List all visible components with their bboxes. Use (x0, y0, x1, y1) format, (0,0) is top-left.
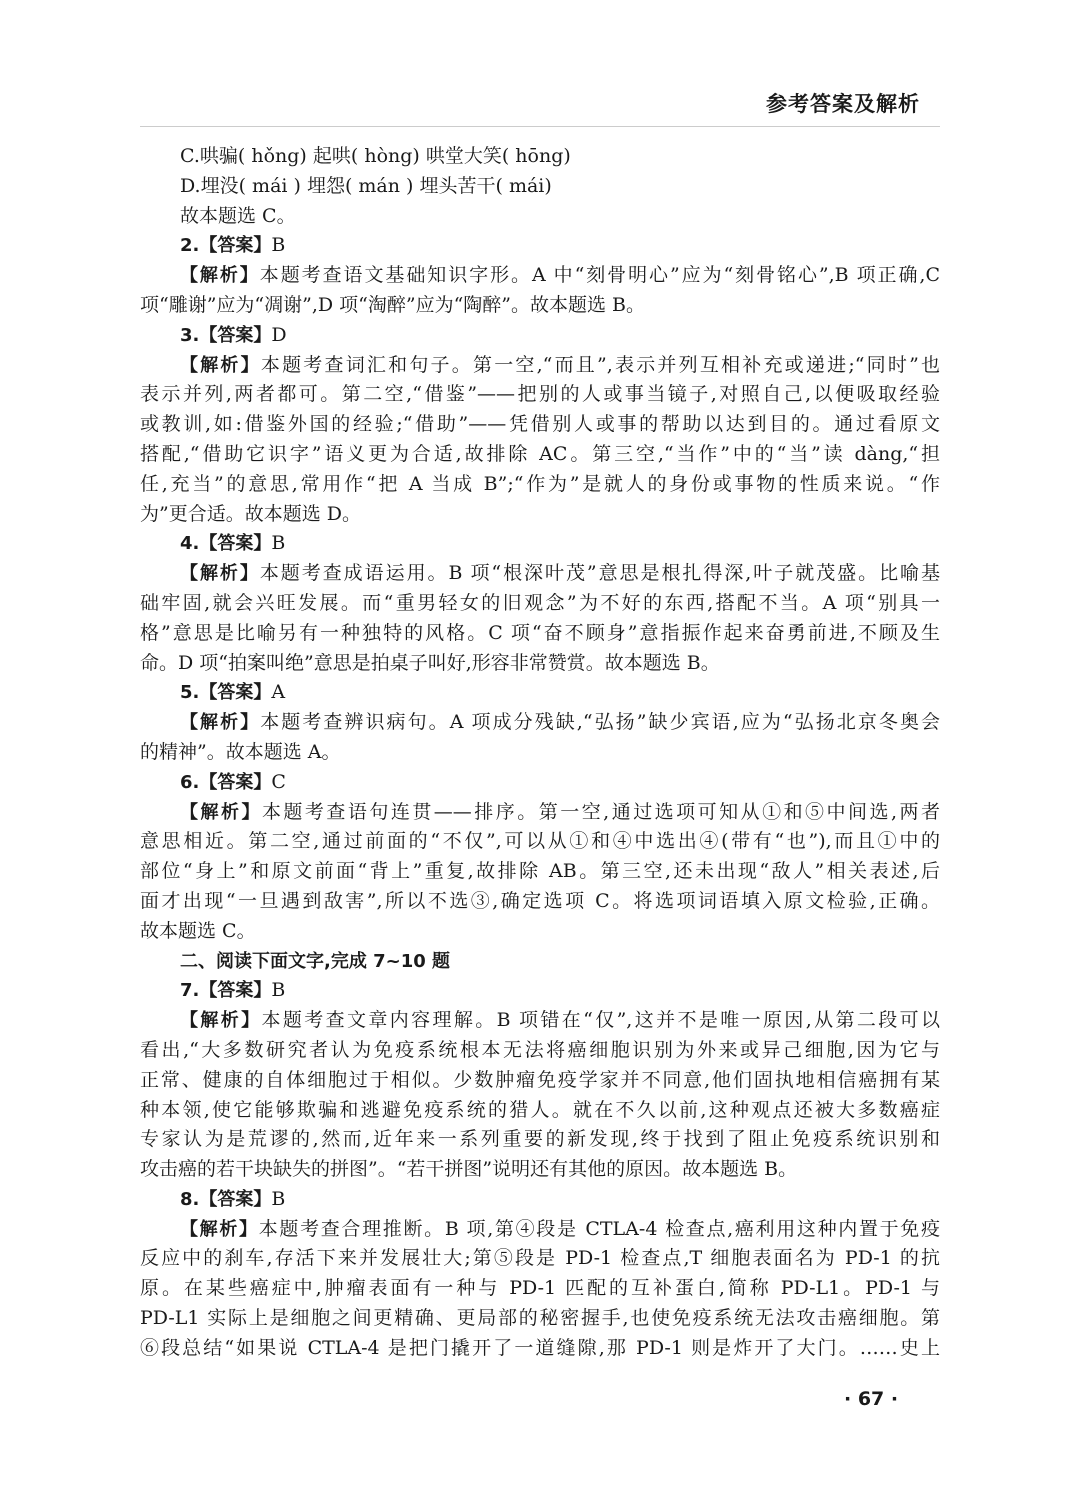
answer-marker: 5.【答案】 (180, 682, 272, 704)
answer-marker: 【解析】 (180, 801, 262, 823)
text-line (140, 1155, 940, 1185)
answer-marker: 6.【答案】 (180, 771, 272, 793)
line-text: 项“雕谢”应为“凋谢”,D 项“淘醉”应为“陶醉”。故本题选 B。 (140, 293, 646, 316)
line-text: 任,充当”的意思,常用作“把 A 当成 B”;“作为”是就人的身份或事物的性质来说。“作 (140, 472, 940, 495)
line-text: 本题考查语句连贯——排序。第一空,通过选项可知从①和⑤中间选,两者 (261, 800, 940, 823)
text-line (140, 470, 940, 500)
answer-marker: 【解析】 (180, 265, 260, 287)
line-text: B (271, 532, 286, 555)
line-text: C.哄骗( hǒng) 起哄( hòng) 哄堂大笑( hōng) (180, 145, 571, 167)
answer-marker: 【解析】 (180, 563, 260, 585)
line-text: 意思相近。第二空,通过前面的“不仅”,可以从①和④中选出④(带有“也”),而且①中的 (140, 830, 940, 853)
line-text: 种本领,使它能够欺骗和逃避免疫系统的猎人。就在不久以前,这种观点还被大多数癌症 (140, 1098, 940, 1121)
line-text: C (271, 770, 286, 793)
text-line (140, 887, 940, 917)
text-line (140, 1006, 940, 1036)
line-text: B (271, 979, 286, 1002)
text-line (140, 351, 940, 381)
text-line (140, 172, 940, 202)
text-line (140, 1274, 940, 1304)
line-text: 攻击癌的若干块缺失的拼图”。“若干拼图”说明还有其他的原因。故本题选 B。 (140, 1158, 798, 1181)
text-line (140, 380, 940, 410)
line-text: 为”更合适。故本题选 D。 (140, 502, 361, 525)
line-text: 本题考查文章内容理解。B 项错在“仅”,这并不是唯一原因,从第二段可以 (261, 1009, 940, 1032)
line-text: 本题考查辨识病句。A 项成分残缺,“弘扬”缺少宾语,应为“弘扬北京冬奥会 (260, 711, 940, 734)
text-line (140, 500, 940, 530)
line-text: 表示并列,两者都可。第二空,“借鉴”——把别的人或事当镜子,对照自己,以便吸取经验 (140, 383, 940, 406)
text-line (140, 947, 940, 977)
answer-marker: 【解析】 (180, 1218, 259, 1240)
answer-marker: 【解析】 (180, 1010, 262, 1032)
line-text: 部位“身上”和原文前面“背上”重复,故排除 AB。第三空,还未出现“敌人”相关表述,后 (140, 860, 940, 883)
page-number: · 67 · (844, 1388, 899, 1410)
text-line (140, 768, 940, 798)
text-line (140, 857, 940, 887)
answer-marker: 8.【答案】 (180, 1188, 272, 1210)
text-line (140, 708, 940, 738)
answer-marker: 二、阅读下面文字,完成 7~10 题 (180, 950, 451, 972)
line-text: 专家认为是荒谬的,然而,近年来一系列重要的新发现,终于找到了阻止免疫系统识别和 (140, 1128, 940, 1151)
line-text: D (271, 323, 287, 346)
text-line (140, 1066, 940, 1096)
line-text: 命。D 项“拍案叫绝”意思是拍桌子叫好,形容非常赞赏。故本题选 B。 (140, 651, 720, 674)
line-text: B (271, 234, 286, 257)
line-text: 故本题选 C。 (140, 919, 256, 942)
text-line (140, 1244, 940, 1274)
text-line (140, 291, 940, 321)
text-line (140, 142, 940, 172)
text-line (140, 410, 940, 440)
line-text: 本题考查合理推断。B 项,第④段是 CTLA-4 检查点,癌利用这种内置于免疫 (258, 1217, 940, 1240)
text-line (140, 1304, 940, 1334)
page-header-title: 参考答案及解析 (766, 92, 920, 116)
line-text: 反应中的刹车,存活下来并发展壮大;第⑤段是 PD-1 检查点,T 细胞表面名为 PD-1 的抗 (140, 1247, 940, 1270)
answer-marker: 【解析】 (180, 712, 261, 734)
text-line (140, 738, 940, 768)
line-text: PD-L1 实际上是细胞之间更精确、更局部的秘密握手,也使免疫系统无法攻击癌细胞。第 (140, 1307, 940, 1330)
text-line (140, 1334, 940, 1364)
line-text: 础牢固,就会兴旺发展。而“重男轻女的旧观念”为不好的东西,搭配不当。A 项“别具一 (140, 591, 940, 614)
text-line (140, 798, 940, 828)
line-text: D.埋没( mái ) 埋怨( mán ) 埋头苦干( mái) (180, 174, 552, 197)
line-text: 原。在某些癌症中,肿瘤表面有一种与 PD-1 匹配的互补蛋白,简称 PD-L1。PD-1 与 (140, 1277, 940, 1300)
line-text: 搭配,“借助它识字”语义更为合适,故排除 AC。第三空,“当作”中的“当”读 dàng,“担 (140, 442, 940, 465)
text-line (140, 440, 940, 470)
answer-marker: 2.【答案】 (180, 235, 272, 257)
line-text: 本题考查词汇和句子。第一空,“而且”,表示并列互相补充或递进;“同时”也 (260, 353, 940, 376)
line-text: 的精神”。故本题选 A。 (140, 740, 341, 763)
text-line (140, 1125, 940, 1155)
text-line (140, 559, 940, 589)
text-line (140, 827, 940, 857)
text-line (140, 1036, 940, 1066)
text-line (140, 529, 940, 559)
answer-marker: 【解析】 (180, 354, 261, 376)
text-line (140, 202, 940, 232)
line-text: ⑥段总结“如果说 CTLA-4 是把门撬开了一道缝隙,那 PD-1 则是炸开了大门。……史上 (140, 1336, 940, 1359)
answer-marker: 7.【答案】 (180, 980, 272, 1002)
answer-marker: 3.【答案】 (180, 324, 272, 346)
line-text: 正常、健康的自体细胞过于相似。少数肿瘤免疫学家并不同意,他们固执地相信癌拥有某 (140, 1068, 940, 1091)
line-text: 看出,“大多数研究者认为免疫系统根本无法将癌细胞识别为外来或异己细胞,因为它与 (140, 1038, 940, 1061)
text-line (140, 619, 940, 649)
line-text: 格”意思是比喻另有一种独特的风格。C 项“奋不顾身”意指振作起来奋勇前进,不顾及生 (140, 621, 940, 644)
text-line (140, 261, 940, 291)
answer-explanation-body (140, 142, 940, 1364)
text-line (140, 1215, 940, 1245)
line-text: B (271, 1187, 286, 1210)
line-text: 故本题选 C。 (180, 204, 296, 227)
line-text: 面才出现“一旦遇到敌害”,所以不选③,确定选项 C。将选项词语填入原文检验,正确。 (140, 889, 940, 912)
text-line (140, 1185, 940, 1215)
line-text: 本题考查成语运用。B 项“根深叶茂”意思是根扎得深,叶子就茂盛。比喻基 (259, 562, 940, 585)
line-text: 或教训,如:借鉴外国的经验;“借助”——凭借别人或事的帮助以达到目的。通过看原文 (140, 413, 940, 436)
text-line (140, 1096, 940, 1126)
text-line (140, 589, 940, 619)
line-text: A (271, 681, 286, 704)
text-line (140, 678, 940, 708)
header-divider (140, 126, 940, 127)
answer-marker: 4.【答案】 (180, 533, 272, 555)
text-line (140, 917, 940, 947)
text-line (140, 321, 940, 351)
text-line (140, 649, 940, 679)
text-line (140, 231, 940, 261)
text-line (140, 976, 940, 1006)
line-text: 本题考查语文基础知识字形。A 中“刻骨明心”应为“刻骨铭心”,B 项正确,C (259, 264, 940, 287)
